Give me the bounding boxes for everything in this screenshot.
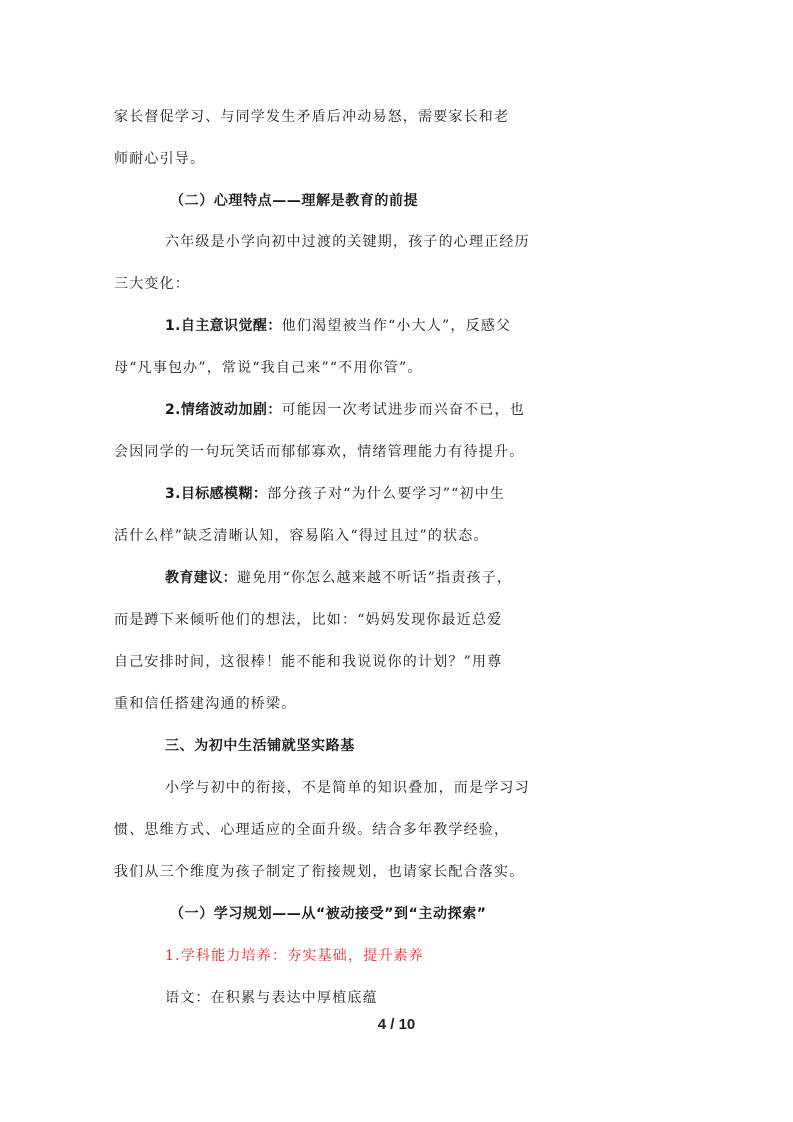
- list-item-line: [0, 390, 793, 430]
- paragraph-line: [0, 852, 793, 892]
- subsection-heading: [0, 181, 793, 221]
- line-text: 六年级是小学向初中过渡的关键期，孩子的心理正经历: [165, 234, 530, 250]
- line-text: 而是蹲下来倾听他们的想法，比如：“妈妈发现你最近总爱: [114, 612, 503, 628]
- line-text: 母“凡事包办”，常说“我自己来”“不用你管”。: [114, 360, 423, 376]
- paragraph-line: [0, 222, 793, 262]
- line-text: 三大变化：: [114, 276, 190, 292]
- list-item-label: 2.情绪波动加剧：: [165, 402, 282, 418]
- line-text: 家长督促学习、与同学发生矛盾后冲动易怒，需要家长和老: [114, 109, 510, 125]
- paragraph-line: [0, 768, 793, 808]
- line-text: 活什么样”缺乏清晰认知，容易陷入“得过且过”的状态。: [114, 528, 489, 544]
- list-item-line: [0, 474, 793, 514]
- line-text: 语文：在积累与表达中厚植底蕴: [165, 990, 378, 1006]
- line-text: 会因同学的一句玩笑话而郁郁寡欢，情绪管理能力有待提升。: [114, 444, 525, 460]
- advice-line: [0, 558, 793, 598]
- paragraph-line: [0, 684, 793, 724]
- paragraph-line: [0, 600, 793, 640]
- list-item-line: [0, 306, 793, 346]
- paragraph-line: [0, 264, 793, 304]
- section-heading: [0, 726, 793, 766]
- paragraph-line: [0, 642, 793, 682]
- line-text: 小学与初中的衔接，不是简单的知识叠加，而是学习习: [165, 780, 530, 796]
- red-subheading: [0, 936, 793, 976]
- paragraph-line: [0, 810, 793, 850]
- heading-text: （二）心理特点——理解是教育的前提: [170, 193, 419, 209]
- line-text: 我们从三个维度为孩子制定了衔接规划，也请家长配合落实。: [114, 864, 525, 880]
- line-text: 可能因一次考试进步而兴奋不已，也: [281, 402, 525, 418]
- paragraph-line: [0, 97, 793, 137]
- list-item-label: 3.目标感模糊：: [165, 486, 268, 502]
- paragraph-line: [0, 516, 793, 556]
- page-number: 4 / 10: [377, 1016, 416, 1033]
- paragraph-line: [0, 432, 793, 472]
- line-text: 自己安排时间，这很棒！能不能和我说说你的计划？”用尊: [114, 654, 503, 670]
- line-text: 惯、思维方式、心理适应的全面升级。结合多年教学经验，: [114, 822, 510, 838]
- list-item-label: 1.自主意识觉醒：: [165, 318, 282, 334]
- advice-label: 教育建议：: [165, 570, 237, 586]
- line-text: 师耐心引导。: [114, 151, 206, 167]
- paragraph-line: [0, 348, 793, 388]
- paragraph-line: [0, 978, 793, 1018]
- line-text: 部分孩子对“为什么要学习”“初中生: [267, 486, 506, 502]
- line-text: 1.学科能力培养：夯实基础，提升素养: [165, 948, 424, 964]
- line-text: 避免用“你怎么越来越不听话”指责孩子，: [237, 570, 513, 586]
- heading-text: （一）学习规划——从“被动接受”到“主动探索”: [170, 906, 487, 922]
- paragraph-line: [0, 139, 793, 179]
- heading-text: 三、为初中生活铺就坚实路基: [165, 738, 355, 754]
- subsection-heading: [0, 894, 793, 934]
- line-text: 重和信任搭建沟通的桥梁。: [114, 696, 297, 712]
- line-text: 他们渴望被当作“小大人”，反感父: [281, 318, 512, 334]
